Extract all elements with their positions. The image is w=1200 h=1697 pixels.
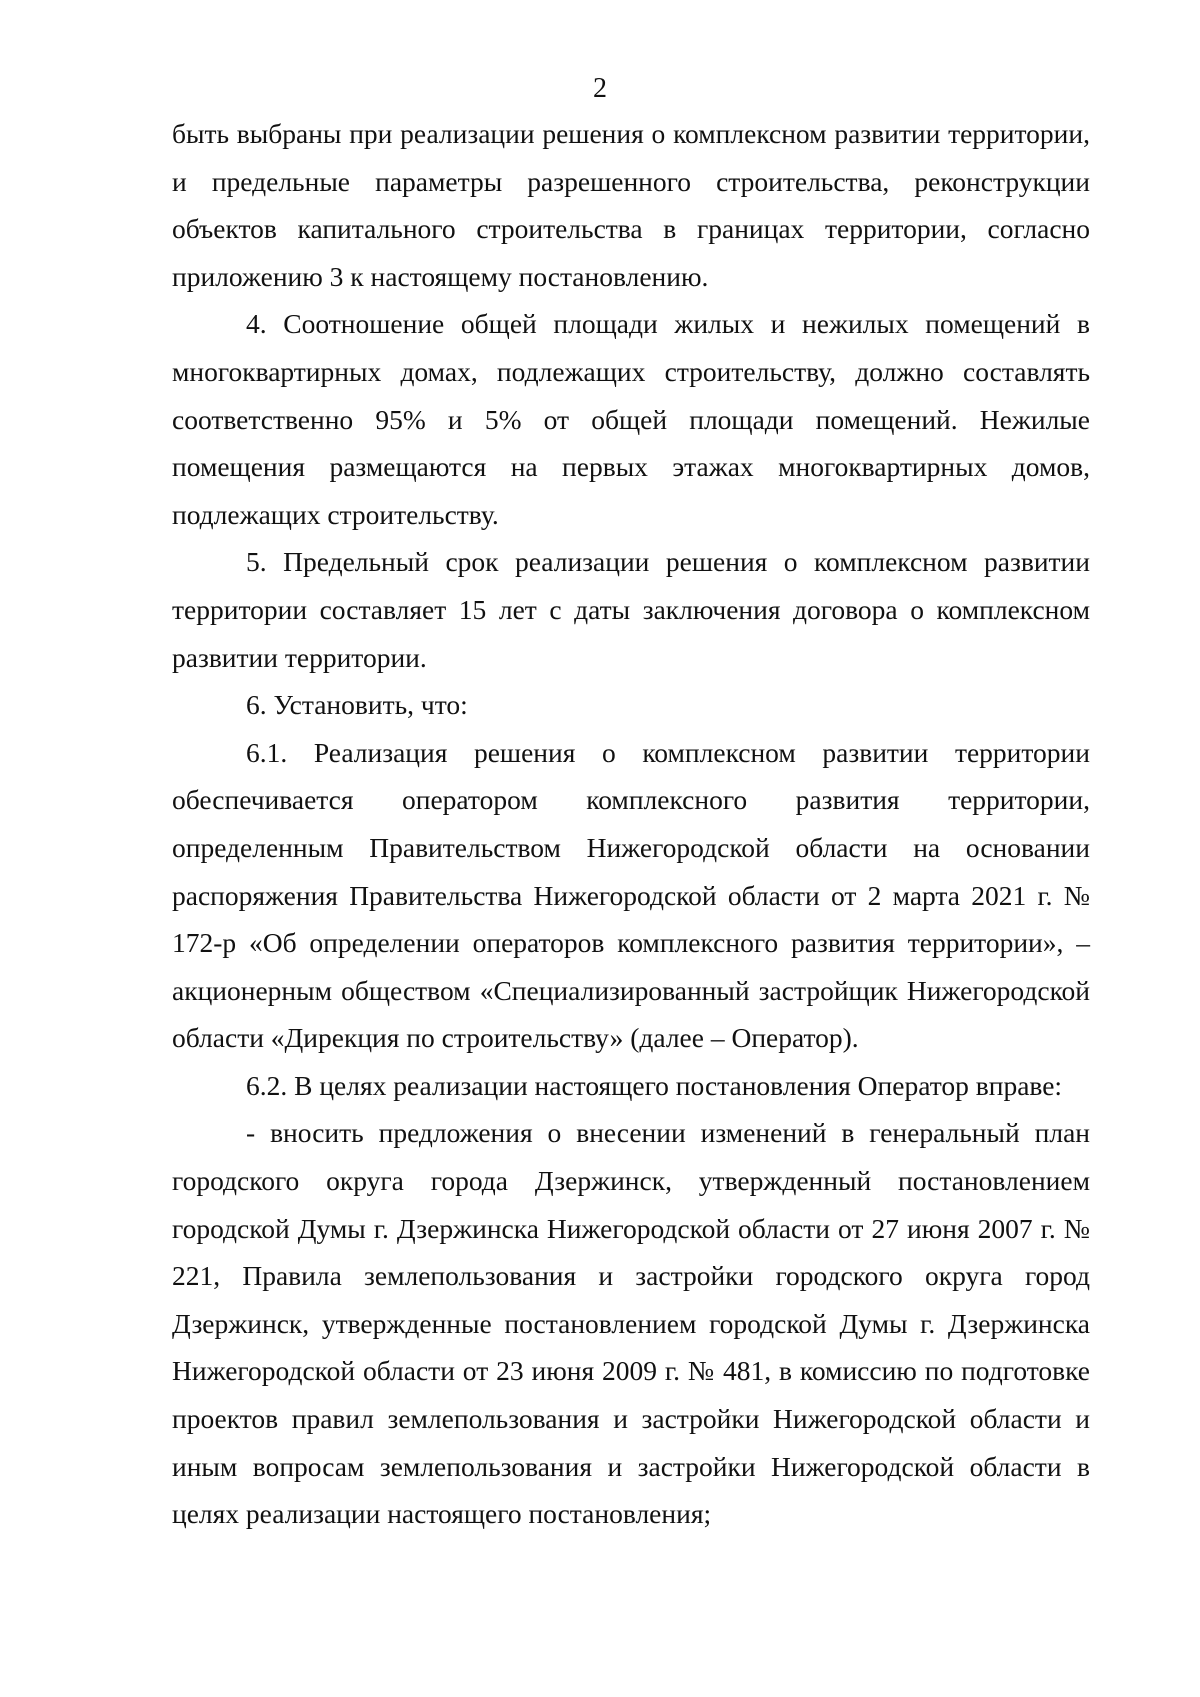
paragraph-6-1: 6.1. Реализация решения о комплексном развитии территории обеспечивается оператором комплексного развития территории, определенным Правительством Нижегородской области на основании распоряжения Правительства Нижегородской области от 2 марта 2021 г. № 172-р «Об определении операторов комплексного развития территории», – акционерным обществом «Специализированный застройщик Нижегородской области «Дирекция по строительству» (далее – Оператор). — [172, 736, 1090, 1054]
paragraph-4: 4. Соотношение общей площади жилых и нежилых помещений в многоквартирных домах, подлежащих строительству, должно составлять соответственно 95% и 5% от общей площади помещений. Нежилые помещения размещаются на первых этажах многоквартирных домов, подлежащих строительству. — [172, 308, 1090, 530]
page-number: 2 — [593, 73, 607, 104]
paragraph-6-2-item: - вносить предложения о внесении изменений в генеральный план городского округа города Дзержинск, утвержденный постановлением городской Думы г. Дзержинска Нижегородской области от 27 июня 2007 г. № 221, Правила землепользования и застройки городского округа город Дзержинск, утвержденные постановлением городской Думы г. Дзержинска Нижегородской области от 23 июня 2009 г. № 481, в комиссию по подготовке проектов правил землепользования и застройки Нижегородской области и иным вопросам землепользования и застройки Нижегородской области в целях реализации настоящего постановления; — [172, 1117, 1090, 1530]
paragraph-continuation: быть выбраны при реализации решения о комплексном развитии территории, и предельные параметры разрешенного строительства, реконструкции объектов капитального строительства в границах территории, согласно приложению 3 к настоящему постановлению. — [172, 118, 1090, 292]
paragraph-5: 5. Предельный срок реализации решения о комплексном развитии территории составляет 15 лет с даты заключения договора о комплексном развитии территории. — [172, 546, 1090, 673]
document-body — [172, 110, 1090, 1538]
paragraph-6: 6. Установить, что: — [246, 689, 468, 721]
paragraph-6-2: 6.2. В целях реализации настоящего постановления Оператор вправе: — [246, 1069, 1063, 1101]
